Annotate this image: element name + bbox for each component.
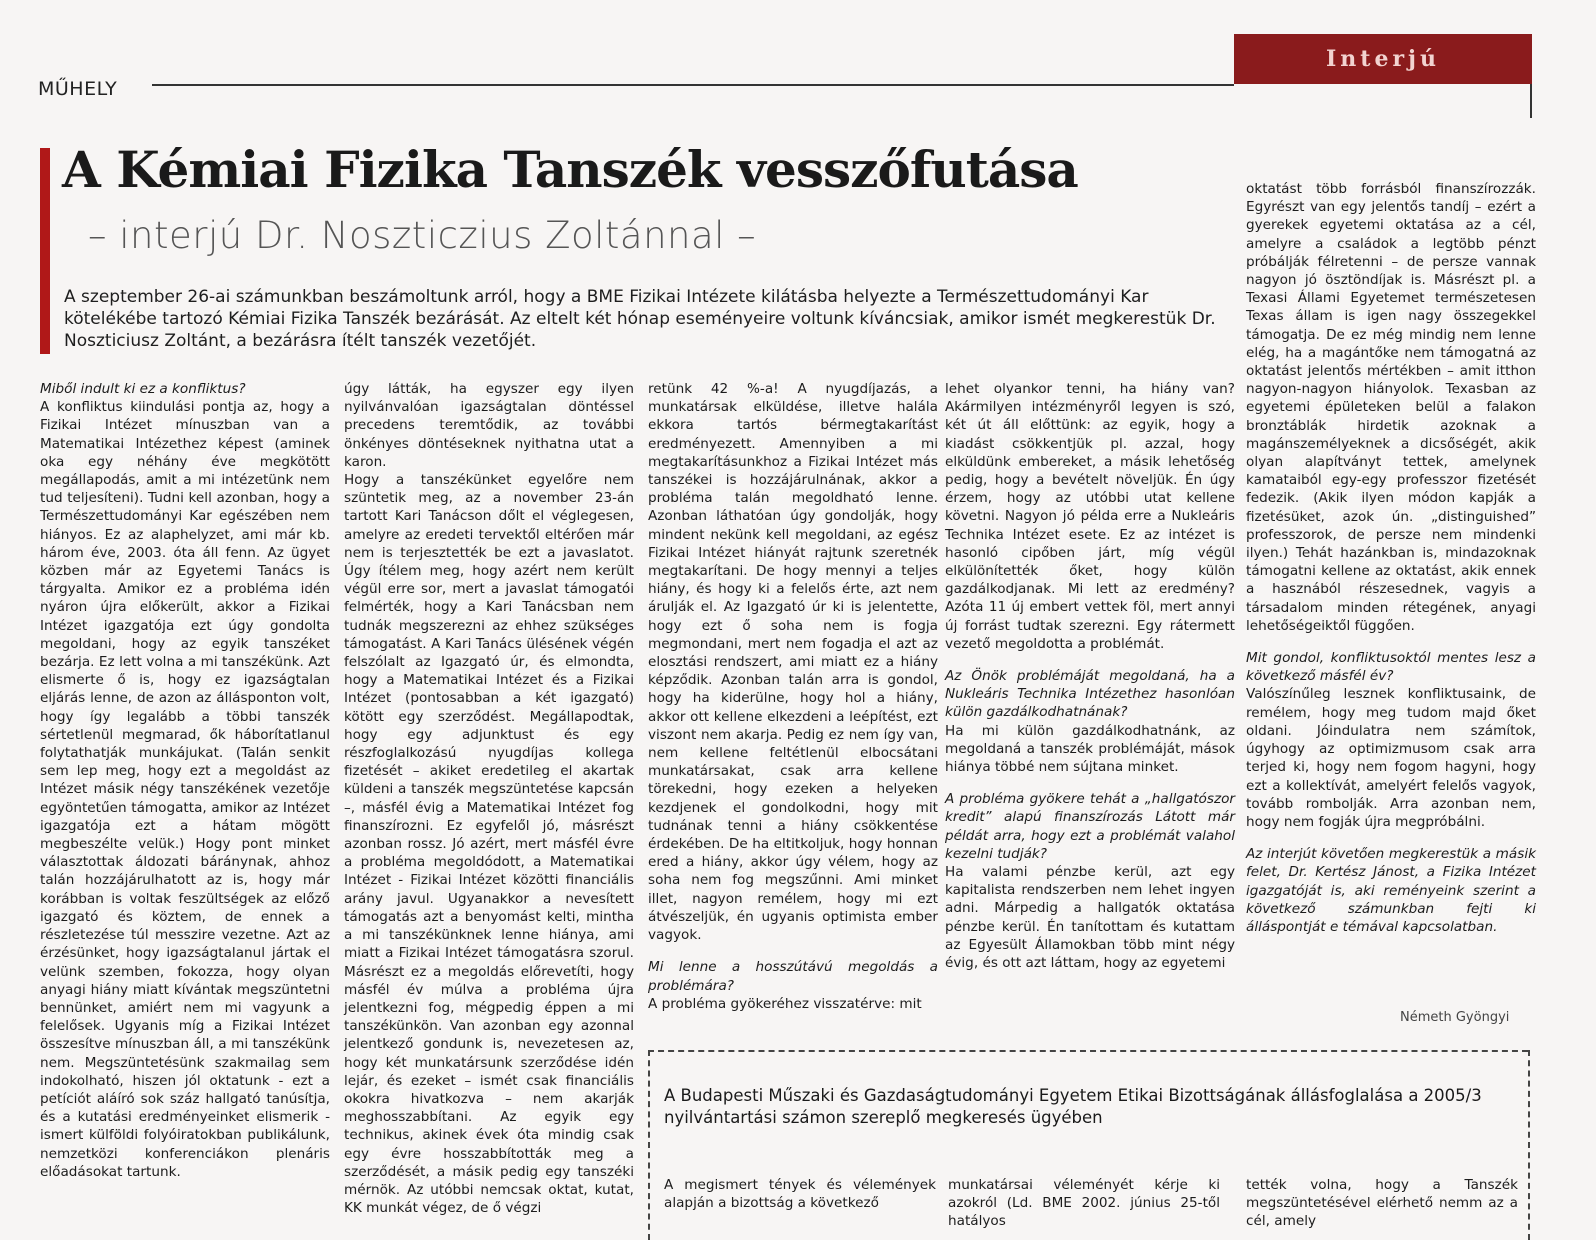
box-border-top	[648, 1050, 1528, 1052]
article-title: A Kémiai Fizika Tanszék vesszőfutása	[62, 140, 1078, 199]
paragraph: Hogy a tanszékünket egyelőre nem szüntetik meg, az a november 23-án tartott Kari Tanácson dőlt el véglegesen, amelyre az eredeti tervektől eltérően már nem is terjesztették be ezt a javaslatot. Úgy ítélem meg, hogy azért nem került végül erre sor, mert a javaslat támogatói felmérték, hogy a Kari Tanácsban nem tudnák megszerezni az ehhez szükséges támogatást. A Kari Tanács ülésének végén felszólalt az Igazgató úr, és elmondta, hogy a Matematikai Intézet és a Fizikai Intézet (pontosabban a két igazgató) kötött egy szerződést. Megállapodtak, hogy egy adjunktust és egy részfoglalkozású nyugdíjas kollega fizetését – akiket eredetileg el akartak küldeni a tanszék megszüntetése kapcsán –, másfél évig a Matematikai Intézet fog finanszírozni. Ez egyfelől jó, másrészt azonban rossz. Jó azért, mert másfél évre a probléma megoldódott, a Matematikai Intézet - Fizikai Intézet közötti financiális arány javul. Ugyanakkor a nevesített támogatás azt a benyomást kelti, mintha a mi tanszékünknek lenne hiánya, ami miatt a Fizikai Intézet támogatásra szorul. Másrészt ez a megoldás előrevetíti, hogy másfél év múlva a probléma újra jelentkezni fog, mégpedig éppen a mi tanszékünkön. Van azonban egy azonnal jelentkező gondunk is, nevezetesen az, hogy két munkatársunk szerződése idén lejár, és ezeket – ismét csak financiális okokra hivatkozva – nem akarják meghosszabbítani. Az egyik egy technikus, akinek évek óta mindig csak egy évre hosszabbították meg a szerződését, a másik pedig egy tanszéki mérnök. Az utóbbi nemcsak oktat, kutat, KK munkát végez, de ő végzi	[344, 472, 634, 1217]
header-rule	[152, 84, 1234, 86]
paragraph: úgy látták, ha egyszer egy ilyen nyilvánvalóan igazságtalan döntéssel precedens teremtődik, az további önkényes döntéseknek nyithatna utat a karon.	[344, 381, 634, 470]
box-border-right	[1528, 1050, 1530, 1240]
paragraph: Ha valami pénzbe kerül, azt egy kapitalista rendszerben nem lehet ingyen adni. Márpedig a hallgatók oktatása pénzbe kerül. Én tanítottam és kutattam az Egyesült Államokban több mint négy évig, és ott azt láttam, hogy az egyetemi	[945, 864, 1235, 972]
article-column-3	[648, 380, 938, 1013]
paragraph: Valószínűleg lesznek konfliktusaink, de remélem, hogy meg tudom majd őket oldani. Jóindulatra nem számítok, úgyhogy az optimizmusom csak arra terjed ki, hogy nem fogom hagyni, hogy ezt a kollektívát, amelyért felelős vagyok, tovább rombolják. Arra azonban nem, hogy nem fogják újra megpróbálni.	[1246, 686, 1536, 830]
header-rule-vertical	[1530, 84, 1532, 118]
interview-question: A probléma gyökere tehát a „hallgatószor kredit” alapú finanszírozás Látott már példát arra, hogy ezt a problémát valahol kezelni tudják?	[945, 791, 1235, 862]
box-title: A Budapesti Műszaki és Gazdaságtudományi Egyetem Etikai Bizottságának állásfoglalása a 2005/3 nyilvántartási számon szereplő megkeresés ügyében	[664, 1086, 1482, 1127]
article-column-2	[344, 380, 634, 1217]
interview-question: Miből indult ki ez a konfliktus?	[40, 381, 246, 397]
section-label: MŰHELY	[38, 78, 118, 100]
box-border-left	[648, 1050, 650, 1240]
paragraph: A probléma gyökeréhez visszatérve: mit	[648, 995, 922, 1012]
category-tag: Interjú	[1234, 34, 1532, 84]
paragraph: retünk 42 %-a! A nyugdíjazás, a munkatársak elküldése, illetve halála ekkora tartós bérmegtakarítást eredményezett. Amennyiben a mi megtakarításunkhoz a Fizikai Intézet más tanszékei is hozzájárulnának, akkor a probléma talán megoldható lenne. Azonban láthatóan úgy gondolják, hogy mindent nekünk kell megoldani, az egész Fizikai Intézet hiányát rajtunk szeretnék megtakarítani. De hogy mennyi a teljes hiány, és hogy ki a felelős érte, azt nem árulják el. Az Igazgató úr ki is jelentette, hogy ezt ő soha nem is fogja megmondani, mert nem fogadja el azt az elosztási rendszert, ami miatt ez a hiány képződik. Azonban talán arra is gondol, hogy ha kiderülne, hogy hol a hiány, akkor ott kellene elkezdeni a leépítést, ezt viszont nem akarja. Pedig ez nem így van, nem kellene feltétlenül elbocsátani munkatársakat, csak arra kellene törekedni, hogy ezeken a helyeken kezdjenek el gondolkodni, hogy mit tudnának tenni a hiány csökkentése érdekében. De ha eltitkoljuk, hogy honnan ered a hiány, akkor úgy vélem, hogy az soha nem fog megszűnni. Ami minket illet, nagyon remélem, hogy mi ezt átvészeljük, én ugyanis optimista ember vagyok.	[648, 381, 938, 944]
interview-question: Mit gondol, konfliktusoktól mentes lesz a következő másfél év?	[1246, 650, 1536, 685]
article-subtitle: – interjú Dr. Noszticzius Zoltánnal –	[88, 214, 757, 257]
interview-question: Az Önök problémáját megoldaná, ha a Nukleáris Technika Intézethez hasonlóan külön gazdálkodhatnának?	[945, 668, 1235, 721]
interview-question: Az interjút követően megkerestük a másik felet, Dr. Kertész Jánost, a Fizika Intézet igazgatóját is, aki reményeink szerint a következő számunkban fejti ki álláspontját e témával kapcsolatban.	[1246, 846, 1536, 935]
article-column-1	[40, 380, 330, 1181]
paragraph: oktatást több forrásból finanszírozzák. Egyrészt van egy jelentős tandíj – ezért a gyerekek egyetemi oktatása az a cél, amelyre a családok a legtöbb pénzt próbálják félretenni – de persze vannak nagyon jó ösztöndíjak is. Másrészt pl. a Texasi Állami Egyetemet természetesen Texas állam is igen nagy összegekkel támogatja. De ez még mindig nem lenne elég, ha a magántőke nem támogatná az oktatást jelentős mértékben – amit itthon nagyon-nagyon hiányolok. Texasban az egyetemi épületeken belül a falakon bronztáblák hirdetik azoknak a magánszemélyeknek a dicsőségét, akik olyan alapítványt tettek, amelynek kamataiból egy-egy professzor fizetését fedezik. (Akik ilyen módon kapják a fizetésüket, azok ún. „distinguished” professzorok, de persze nem mindenki ilyen.) Tehát hazánkban is, mindazoknak támogatni kellene az oktatást, akik ennek a hasznából részesednek, vagyis a társadalom minden rétegének, anyagi lehetőségeiktől függően.	[1246, 181, 1536, 634]
interview-question: Mi lenne a hosszútávú megoldás a problémára?	[648, 959, 938, 994]
paragraph: lehet olyankor tenni, ha hiány van? Akármilyen intézményről legyen is szó, két út áll előttünk: az egyik, hogy a kiadást csökkentjük pl. azzal, hogy elküldünk embereket, a másik lehetőség pedig, hogy a bevételt növeljük. Én úgy érzem, hogy az utóbbi utat kellene követni. Nagyon jó példa erre a Nukleáris Technika Intézet esete. Ez az intézet is hasonló cipőben járt, míg végül elkülönítették őket, hogy külön gazdálkodjanak. Mi lett az eredmény? Azóta 11 új embert vettek föl, mert annyi új forrást tudtak szerezni. Egy rátermett vezető megoldotta a problémát.	[945, 381, 1235, 652]
box-column-1: A megismert tények és vélemények alapján a bizottság a következő	[664, 1177, 936, 1212]
article-column-5	[1246, 180, 1536, 936]
title-accent-bar	[40, 148, 50, 354]
paragraph: A konfliktus kiindulási pontja az, hogy a Fizikai Intézet mínuszban van a Matematikai Intézethez képest (aminek oka egy néhány éve megkötött megállapodás, amit a mi intézetünk nem tud teljesíteni). Tudni kell azonban, hogy a Természettudományi Kar egészében nem hiányos. Ez az alaphelyzet, ami már kb. három éve, 2003. óta áll fenn. Az ügyet közben már az Egyetemi Tanács is tárgyalta. Amikor ez a probléma idén nyáron újra előkerült, akkor a Fizikai Intézet igazgatója ezt úgy gondolta megoldani, hogy az egyik tanszéket bezárja. Ez lett volna a mi tanszékünk. Azt elismerte ő is, hogy ez igazságtalan eljárás lenne, de azon az állásponton volt, hogy így legalább a többi tanszék sértetlenül megmarad, ők háborítatlanul folytathatják munkájukat. (Talán senkit sem lep meg, hogy ezt a megoldást az Intézet másik négy tanszékének vezetője egyöntetűen támogatta, amikor az Intézet igazgatója ezt a hátam mögött megbeszélte velük.) Hogy pont minket választottak áldozati báránynak, ahhoz talán hozzájárulhatott az is, hogy már korábban is voltak feszültségek az előző igazgató és köztem, de ennek a részletezése túl messzire vezetne. Azt az érzésünket, hogy igazságtalanul jártak el velünk szemben, fokozza, hogy olyan anyagi hiány miatt kívántak megszüntetni bennünket, amiért nem mi vagyunk a felelősek. Ugyanis míg a Fizikai Intézet összesítve mínuszban áll, a mi tanszékünk nem. Megszüntetésünk szakmailag sem indokolható, hiszen jól oktatunk - ezt a petíciót aláíró sok száz hallgató tanúsítja, és a kutatási eredményeinket elismerik - ismert külföldi folyóiratokban publikálunk, nemzetközi konferenciákon plenáris előadásokat tartunk.	[40, 399, 330, 1180]
article-lead: A szeptember 26-ai számunkban beszámoltunk arról, hogy a BME Fizikai Intézete kilátásba helyezte a Természettudományi Kar kötelékébe tartozó Kémiai Fizika Tanszék bezárását. Az eltelt két hónap eseményeire voltunk kíváncsiak, amikor ismét megkerestük Dr. Noszticiusz Zoltánt, a bezárásra ítélt tanszék vezetőjét.	[64, 287, 1216, 351]
paragraph: Ha mi külön gazdálkodhatnánk, az megoldaná a tanszék problémáját, mások hiánya többé nem sújtana minket.	[945, 722, 1235, 776]
author-byline: Németh Gyöngyi	[1400, 1010, 1510, 1025]
box-column-3: tették volna, hogy a Tanszék megszüntetésével elérhető nemm az a cél, amely	[1246, 1177, 1518, 1230]
box-column-2: munkatársai véleményét kérje ki azokról (Ld. BME 2002. június 25-től hatályos	[948, 1177, 1220, 1230]
article-column-4	[945, 380, 1235, 972]
